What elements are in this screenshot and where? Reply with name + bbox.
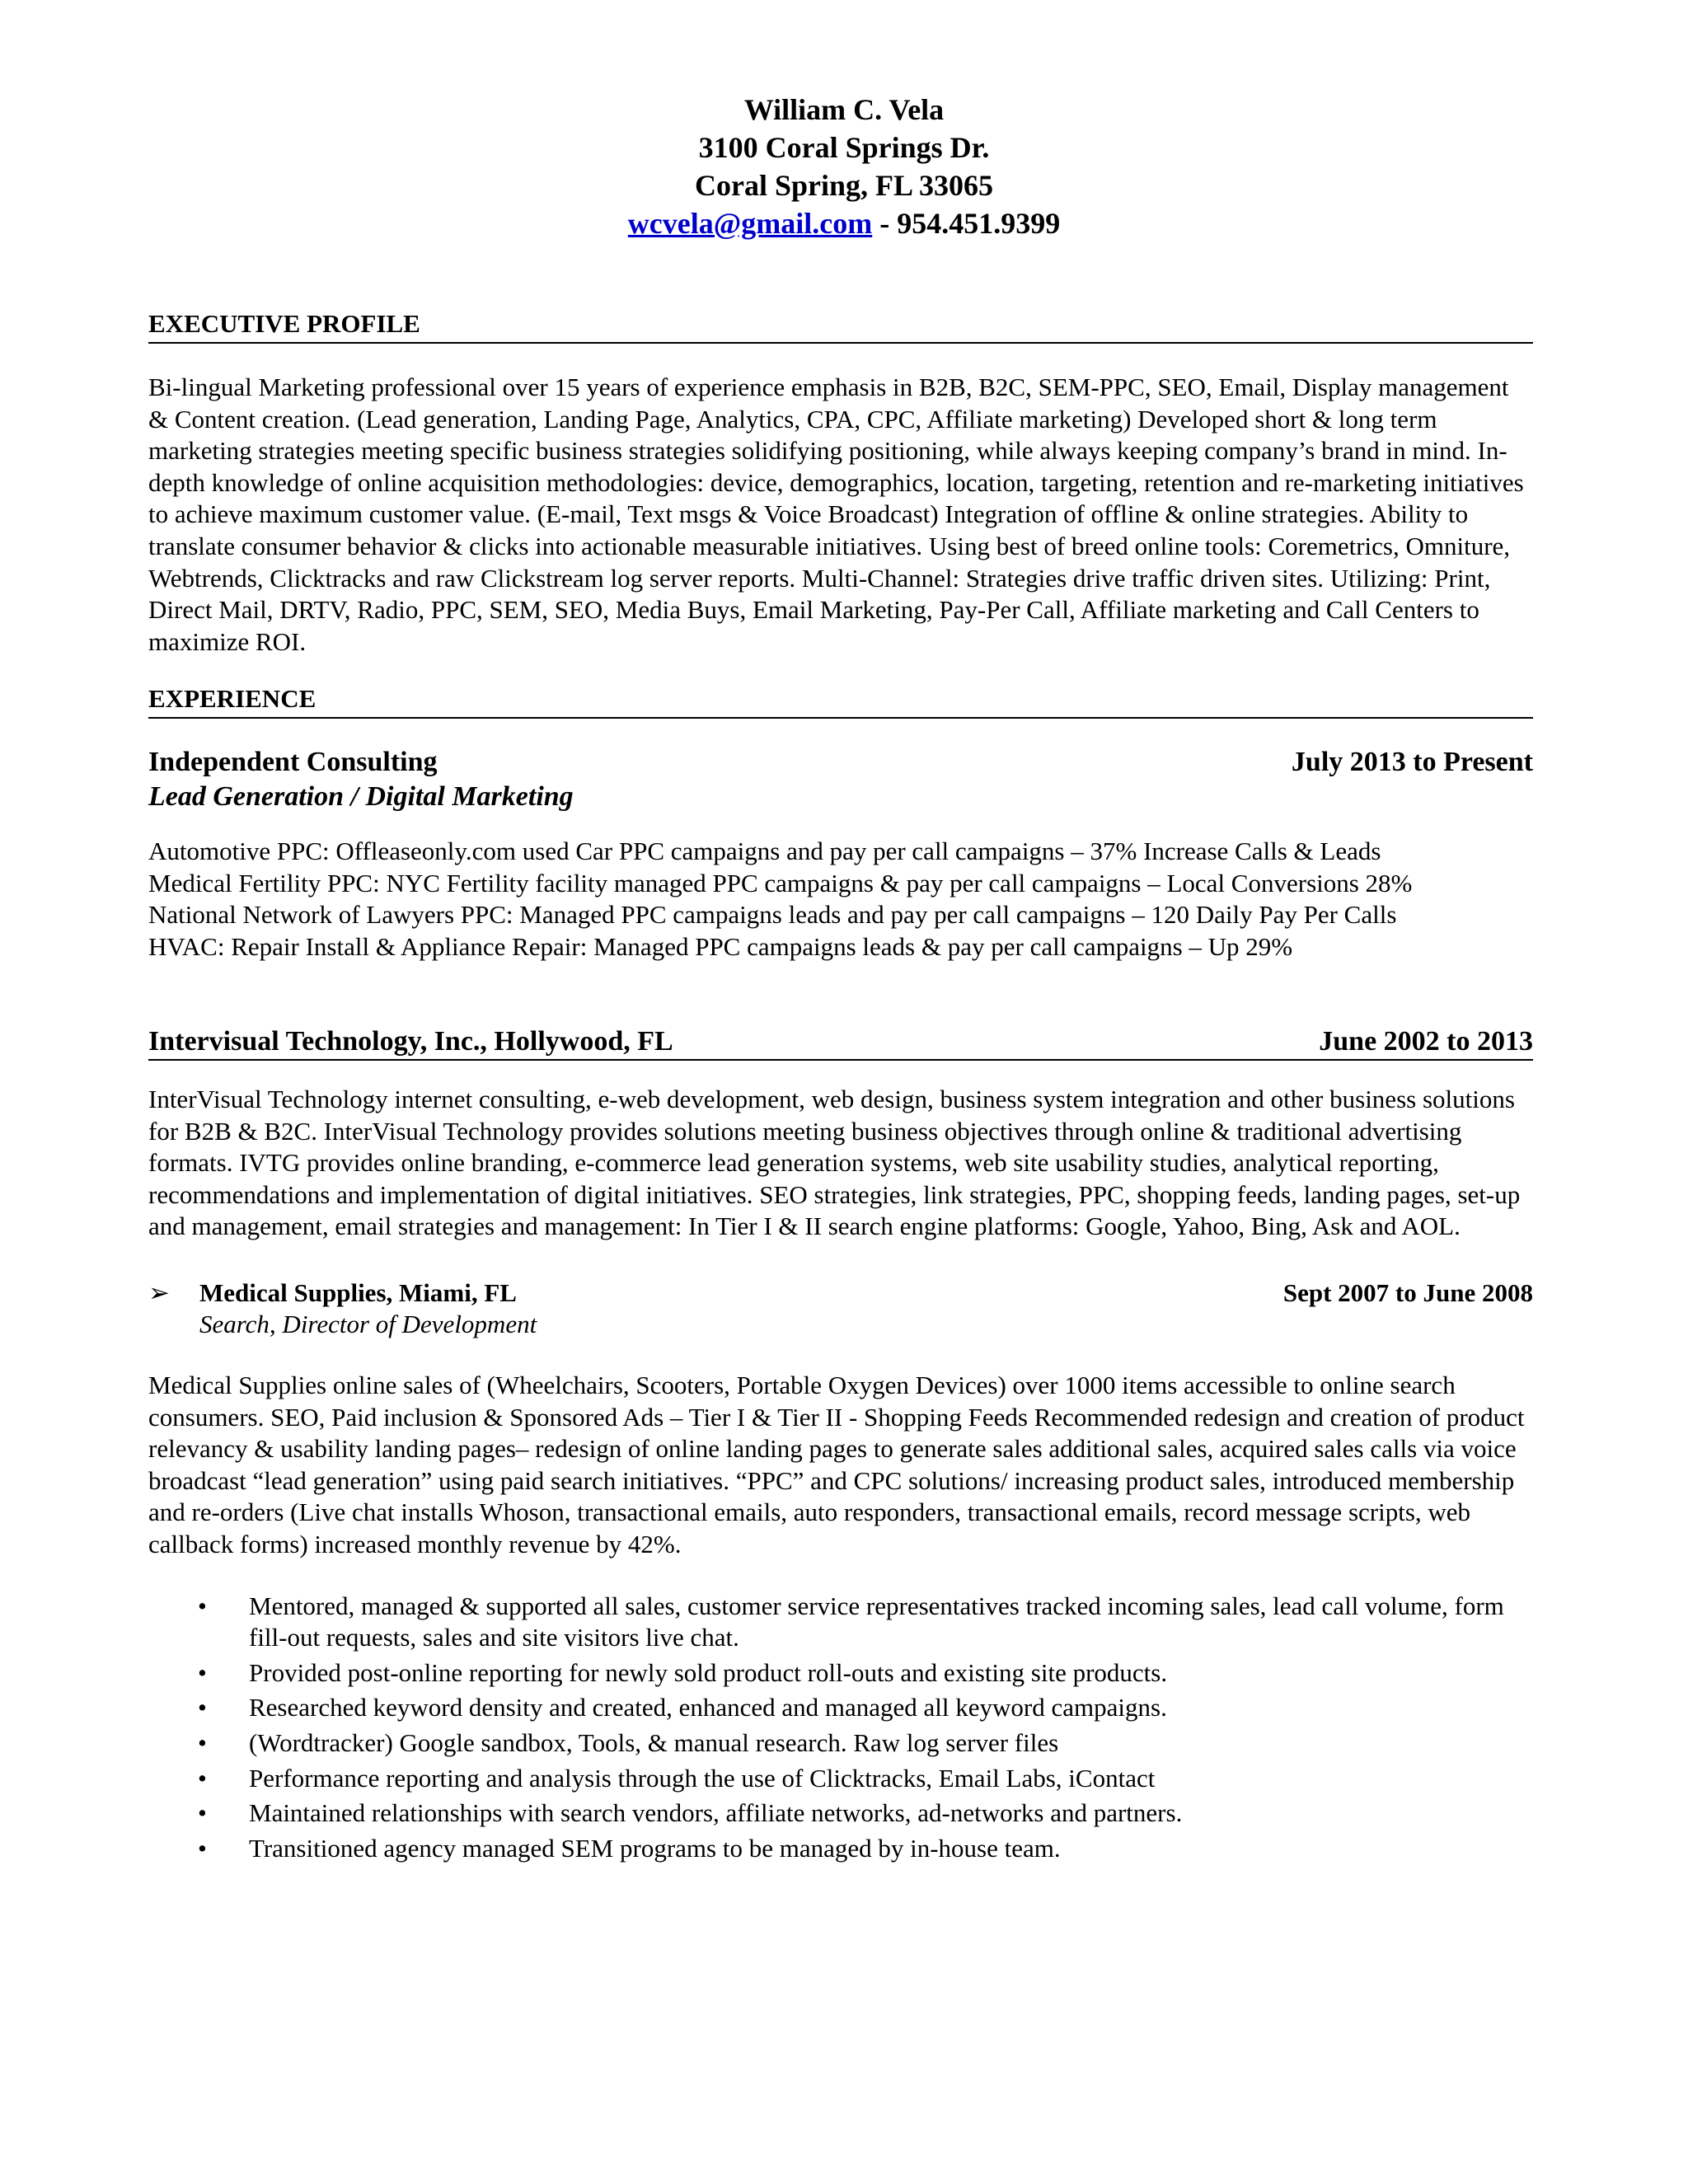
result-line: Automotive PPC: Offleaseonly.com used Car PPC campaigns and pay per call campaigns – 37% Increase Calls & Leads: [148, 837, 1381, 865]
client-description: Medical Supplies online sales of (Wheelchairs, Scooters, Portable Oxygen Devices) over 1000 items accessible to online search consumers. SEO, Paid inclusion & Sponsored Ads – Tier I & Tier II - Shopping Feeds Recommended redesign and creation of product relevancy & usability landing pages– redesign of online landing pages to generate sales additional sales, acquired sales calls via voice broadcast “lead generation” using paid search initiatives. “PPC” and CPC solutions/ increasing product sales, introduced membership and re-orders (Live chat installs Whoson, transactional emails, auto responders, transactional emails, record message scripts, web callback forms) increased monthly revenue by 42%.: [148, 1370, 1525, 1558]
bullet-dot-icon: •: [198, 1833, 207, 1863]
executive-profile-heading: EXECUTIVE PROFILE: [148, 309, 1533, 344]
email-link[interactable]: wcvela@gmail.com: [627, 207, 873, 240]
client-medical-supplies: [148, 1277, 1533, 1864]
result-line: HVAC: Repair Install & Appliance Repair: Managed PPC campaigns leads & pay per call campaigns – Up 29%: [148, 931, 1293, 961]
list-item-text: Provided post-online reporting for newly sold product roll-outs and existing site products.: [249, 1657, 1168, 1687]
client-header: [148, 1277, 1533, 1309]
list-item-text: Mentored, managed & supported all sales, customer service representatives tracked incoming sales, lead call volume, form fill-out requests, sales and site visitors live chat.: [249, 1591, 1504, 1652]
list-item: [148, 1657, 1533, 1690]
job-company: Independent Consulting: [148, 747, 438, 777]
job-header: [148, 1024, 1533, 1061]
list-item: [148, 1797, 1533, 1830]
job-description: InterVisual Technology internet consulting, e-web development, web design, business system integration and other business solutions for B2B & B2C. InterVisual Technology provides solutions meeting business objectives through online & traditional advertising formats. IVTG provides online branding, e-commerce lead generation systems, web site usability studies, analytical reporting, recommendations and implementation of digital initiatives. SEO strategies, link strategies, PPC, shopping feeds, landing pages, set-up and management, email strategies and management: In Tier I & II search engine platforms: Google, Yahoo, Bing, Ask and AOL.: [148, 1085, 1521, 1241]
experience-section: [148, 684, 1533, 719]
job-independent-consulting: [148, 745, 1533, 963]
list-item-text: (Wordtracker) Google sandbox, Tools, & manual research. Raw log server files: [249, 1727, 1059, 1757]
job-header: [148, 745, 1533, 780]
result-line: National Network of Lawyers PPC: Managed PPC campaigns leads and pay per call campaigns – 120 Daily Pay Per Calls: [148, 900, 1397, 930]
client-name: Medical Supplies, Miami, FL: [199, 1277, 517, 1307]
phone-number: 954.451.9399: [897, 207, 1061, 240]
bullet-dot-icon: •: [198, 1657, 207, 1687]
executive-profile-section: [148, 309, 1533, 658]
result-line: Medical Fertility PPC: NYC Fertility facility managed PPC campaigns & pay per call campaigns – Local Conversions 28%: [148, 868, 1413, 898]
job-dates: June 2002 to 2013: [1319, 1026, 1533, 1057]
job-intervisual-technology: [148, 1024, 1533, 1868]
list-item-text: Researched keyword density and created, enhanced and managed all keyword campaigns.: [249, 1693, 1167, 1722]
bullet-dot-icon: •: [198, 1798, 207, 1828]
client-role: Search, Director of Development: [199, 1309, 537, 1338]
bullet-dot-icon: •: [198, 1727, 207, 1757]
list-item: [148, 1763, 1533, 1795]
candidate-name: William C. Vela: [743, 93, 945, 126]
list-item: [148, 1692, 1533, 1724]
list-item-text: Maintained relationships with search vendors, affiliate networks, ad-networks and partners.: [249, 1798, 1183, 1828]
arrow-bullet-icon: ➢: [148, 1277, 170, 1307]
resume-header: [0, 91, 1688, 242]
achievement-list: [148, 1591, 1533, 1865]
contact-separator: -: [872, 207, 898, 240]
contact-line: [0, 204, 1688, 242]
bullet-dot-icon: •: [198, 1763, 207, 1793]
job-company: Intervisual Technology, Inc., Hollywood, FL: [148, 1026, 673, 1057]
client-name-group: [148, 1277, 517, 1309]
job-dates: July 2013 to Present: [1291, 747, 1533, 777]
job-title: Lead Generation / Digital Marketing: [148, 781, 574, 812]
list-item-text: Performance reporting and analysis through the use of Clicktracks, Email Labs, iContact: [249, 1763, 1156, 1793]
list-item: [148, 1727, 1533, 1760]
address-line-1: 3100 Coral Springs Dr.: [698, 131, 990, 164]
bullet-dot-icon: •: [198, 1591, 207, 1620]
list-item-text: Transitioned agency managed SEM programs to be managed by in-house team.: [249, 1833, 1061, 1863]
job-results: [148, 836, 1533, 963]
bullet-dot-icon: •: [198, 1693, 207, 1722]
list-item: [148, 1833, 1533, 1865]
address-line-2: Coral Spring, FL 33065: [694, 169, 994, 202]
executive-profile-text: Bi-lingual Marketing professional over 15 years of experience emphasis in B2B, B2C, SEM-PPC, SEO, Email, Display management & Content creation. (Lead generation, Landing Page, Analytics, CPA, CPC, Affiliate marketing) Developed short & long term marketing strategies meeting specific business strategies solidifying positioning, while always keeping company’s brand in mind. In-depth knowledge of online acquisition methodologies: device, demographics, location, targeting, retention and re-marketing initiatives to achieve maximum customer value. (E-mail, Text msgs & Voice Broadcast) Integration of offline & online strategies. Ability to translate consumer behavior & clicks into actionable measurable initiatives. Using best of breed online tools: Coremetrics, Omniture, Webtrends, Clicktracks and raw Clickstream log server reports. Multi-Channel: Strategies drive traffic driven sites. Utilizing: Print, Direct Mail, DRTV, Radio, PPC, SEM, SEO, Media Buys, Email Marketing, Pay-Per Call, Affiliate marketing and Call Centers to maximize ROI.: [148, 373, 1524, 656]
experience-heading: EXPERIENCE: [148, 684, 1533, 719]
list-item: [148, 1591, 1533, 1654]
client-dates: Sept 2007 to June 2008: [1282, 1277, 1533, 1307]
